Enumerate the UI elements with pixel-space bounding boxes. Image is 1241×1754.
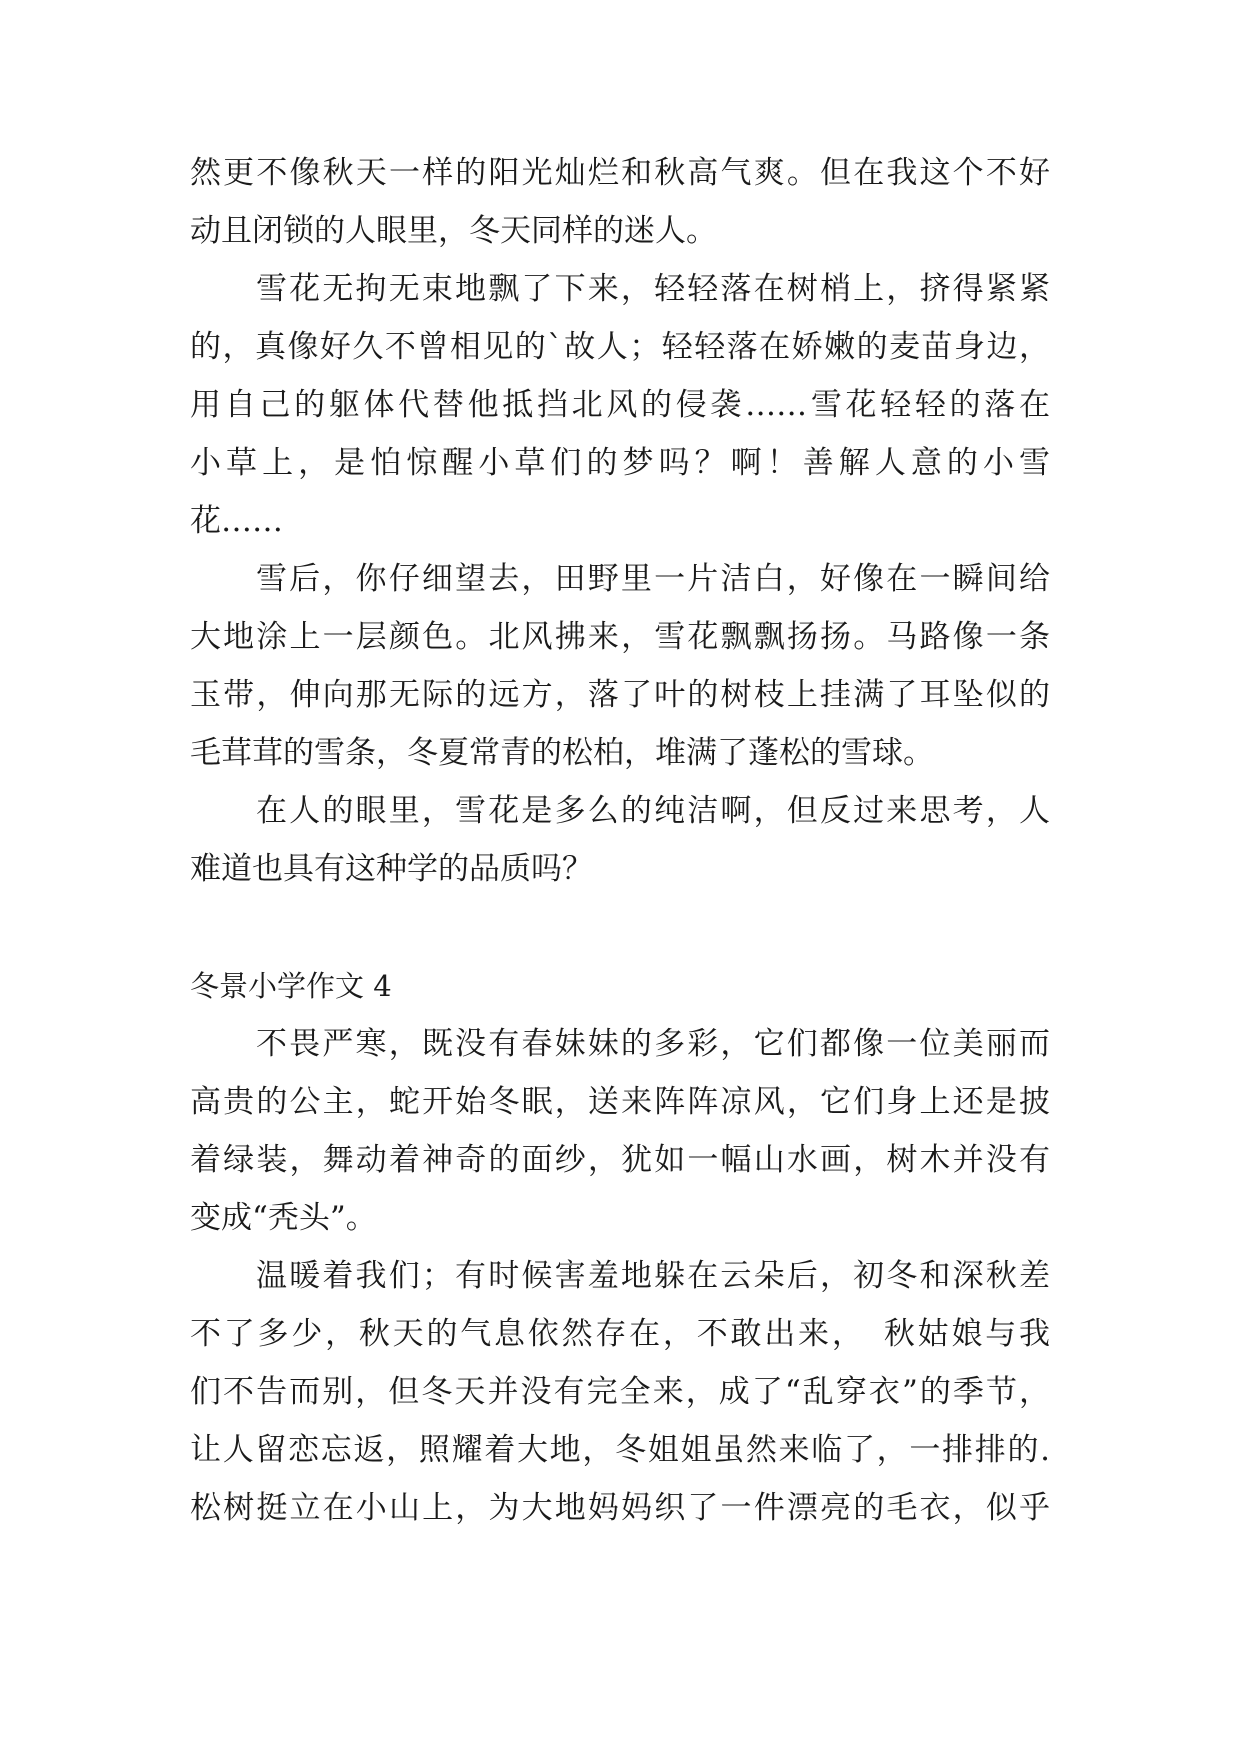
text-line: 难道也具有这种学的品质吗？ — [190, 851, 593, 887]
text-line: 然更不像秋天一样的阳光灿烂和秋高气爽。但在我这个不好 — [190, 155, 1050, 191]
text-line: 的，真像好久不曾相见的`故人；轻轻落在娇嫩的麦苗身边， — [190, 329, 1050, 365]
text-line: 们不告而别，但冬天并没有完全来，成了“乱穿衣”的季节， — [190, 1374, 1050, 1410]
text-line: 让人留恋忘返，照耀着大地，冬姐姐虽然来临了，一排排的. — [190, 1432, 1050, 1468]
text-line: 雪后，你仔细望去，田野里一片洁白，好像在一瞬间给 — [256, 561, 1050, 597]
text-line: 温暖着我们；有时候害羞地躲在云朵后，初冬和深秋差 — [256, 1258, 1050, 1294]
section-heading: 冬景小学作文 4 — [190, 969, 392, 1003]
text-line: 用自己的躯体代替他抵挡北风的侵袭……雪花轻轻的落在 — [190, 387, 1050, 423]
text-line: 雪花无拘无束地飘了下来，轻轻落在树梢上，挤得紧紧 — [256, 271, 1050, 307]
text-line: 不了多少，秋天的气息依然存在，不敢出来， 秋姑娘与我 — [190, 1316, 1050, 1352]
text-line: 花…… — [190, 503, 283, 539]
text-line: 高贵的公主，蛇开始冬眠，送来阵阵凉风，它们身上还是披 — [190, 1084, 1050, 1120]
text-line: 毛茸茸的雪条，冬夏常青的松柏，堆满了蓬松的雪球。 — [190, 735, 934, 771]
text-line: 大地涂上一层颜色。北风拂来，雪花飘飘扬扬。马路像一条 — [190, 619, 1050, 655]
text-line: 松树挺立在小山上，为大地妈妈织了一件漂亮的毛衣，似乎 — [190, 1490, 1050, 1526]
text-line: 在人的眼里，雪花是多么的纯洁啊，但反过来思考，人 — [256, 793, 1050, 829]
text-line: 不畏严寒，既没有春妹妹的多彩，它们都像一位美丽而 — [256, 1026, 1050, 1062]
text-line: 着绿装，舞动着神奇的面纱，犹如一幅山水画，树木并没有 — [190, 1142, 1050, 1178]
text-line: 变成“秃头”。 — [190, 1200, 377, 1236]
text-line: 动且闭锁的人眼里，冬天同样的迷人。 — [190, 213, 717, 249]
text-line: 小草上，是怕惊醒小草们的梦吗？啊！善解人意的小雪 — [190, 445, 1050, 481]
text-line: 玉带，伸向那无际的远方，落了叶的树枝上挂满了耳坠似的 — [190, 677, 1050, 713]
